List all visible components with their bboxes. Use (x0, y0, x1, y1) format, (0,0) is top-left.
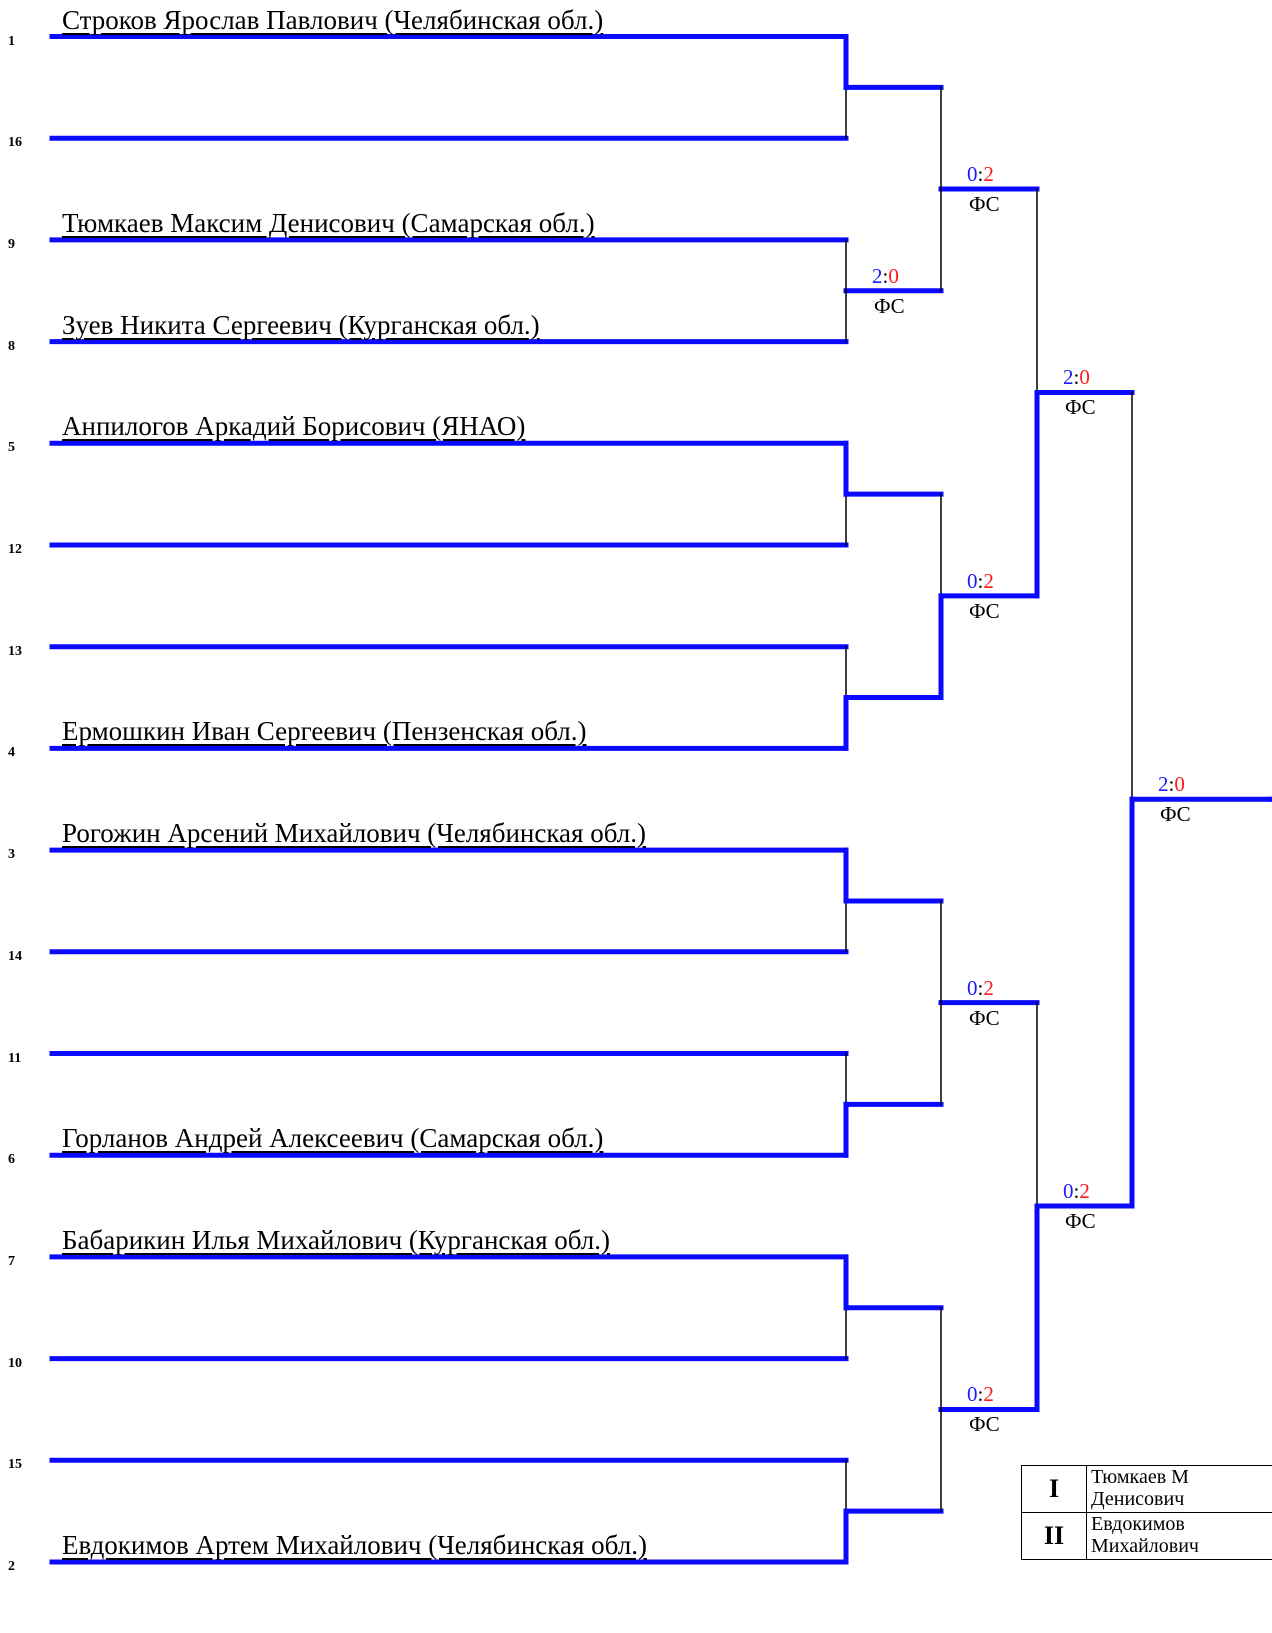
podium-table (1021, 1465, 1272, 1560)
score-right: 2 (983, 162, 994, 187)
match-result: ФС (969, 598, 1000, 623)
seed-number: 6 (8, 1152, 15, 1168)
seed-number: 4 (8, 745, 15, 761)
seed-number: 9 (8, 236, 15, 252)
podium-name: Евдокимов Михайлович (1087, 1513, 1272, 1560)
score-separator: : (1168, 772, 1175, 797)
participant-name: Рогожин Арсений Михайлович (Челябинская обл.) (62, 818, 646, 849)
score-left: 0 (967, 568, 978, 593)
seed-number: 15 (8, 1457, 22, 1473)
score-separator: : (977, 568, 984, 593)
participant-name: Зуев Никита Сергеевич (Курганская обл.) (62, 309, 540, 340)
score-separator: : (882, 263, 889, 288)
score-left: 0 (967, 1382, 978, 1407)
match-result: ФС (1065, 1209, 1096, 1234)
score-left: 0 (967, 162, 978, 187)
participant-name: Ермошкин Иван Сергеевич (Пензенская обл.) (62, 716, 587, 747)
seed-number: 10 (8, 1355, 22, 1371)
match-result: ФС (1160, 802, 1191, 827)
podium-place: I (1022, 1466, 1087, 1513)
seed-number: 14 (8, 948, 22, 964)
score-left: 0 (967, 975, 978, 1000)
seed-number: 12 (8, 542, 22, 557)
match-result: ФС (969, 192, 1000, 217)
score-left: 2 (1063, 365, 1074, 390)
seed-number: 3 (8, 847, 15, 863)
score-right: 0 (1079, 365, 1090, 390)
score-right: 2 (983, 975, 994, 1000)
score-right: 2 (983, 1382, 994, 1407)
match-score (967, 1382, 994, 1407)
match-score (967, 162, 994, 187)
match-result: ФС (969, 1412, 1000, 1437)
participant-name: Анпилогов Аркадий Борисович (ЯНАО) (62, 411, 526, 442)
score-right: 0 (1174, 772, 1185, 797)
seed-number: 5 (8, 440, 15, 456)
score-right: 2 (983, 568, 994, 593)
match-result: ФС (874, 293, 905, 318)
score-separator: : (977, 162, 984, 187)
podium-name: Тюмкаев М Денисович (1087, 1466, 1272, 1513)
podium-row-first (1022, 1466, 1272, 1513)
match-score (1063, 1179, 1090, 1204)
match-score (1158, 772, 1185, 797)
score-right: 0 (888, 263, 899, 288)
match-score (967, 976, 994, 1001)
match-score (1063, 365, 1090, 390)
score-separator: : (977, 975, 984, 1000)
seed-number: 11 (8, 1050, 22, 1066)
participant-name: Бабарикин Илья Михайлович (Курганская обл.) (62, 1224, 611, 1255)
score-left: 0 (1063, 1179, 1074, 1204)
participant-name: Строков Ярослав Павлович (Челябинская обл.) (62, 4, 604, 35)
seed-number: 8 (8, 338, 15, 354)
score-separator: : (977, 1382, 984, 1407)
participant-name: Евдокимов Артем Михайлович (Челябинская обл.) (62, 1530, 647, 1560)
match-result: ФС (1065, 395, 1096, 420)
seed-number: 1 (8, 33, 15, 49)
score-right: 2 (1079, 1179, 1090, 1204)
score-separator: : (1073, 1179, 1080, 1204)
match-result: ФС (969, 1005, 1000, 1030)
score-left: 2 (872, 263, 883, 288)
score-left: 2 (1158, 772, 1169, 797)
seed-number: 16 (8, 135, 22, 151)
match-score (967, 569, 994, 594)
participant-name: Тюмкаев Максим Денисович (Самарская обл.) (62, 207, 595, 238)
score-separator: : (1073, 365, 1080, 390)
match-score (872, 264, 899, 289)
seed-number: 13 (8, 643, 22, 659)
podium-row-second (1022, 1513, 1272, 1560)
seed-number: 7 (8, 1253, 15, 1269)
seed-number: 2 (8, 1559, 15, 1574)
participant-name: Горланов Андрей Алексеевич (Самарская обл.) (62, 1123, 604, 1154)
podium-place: II (1022, 1513, 1087, 1560)
